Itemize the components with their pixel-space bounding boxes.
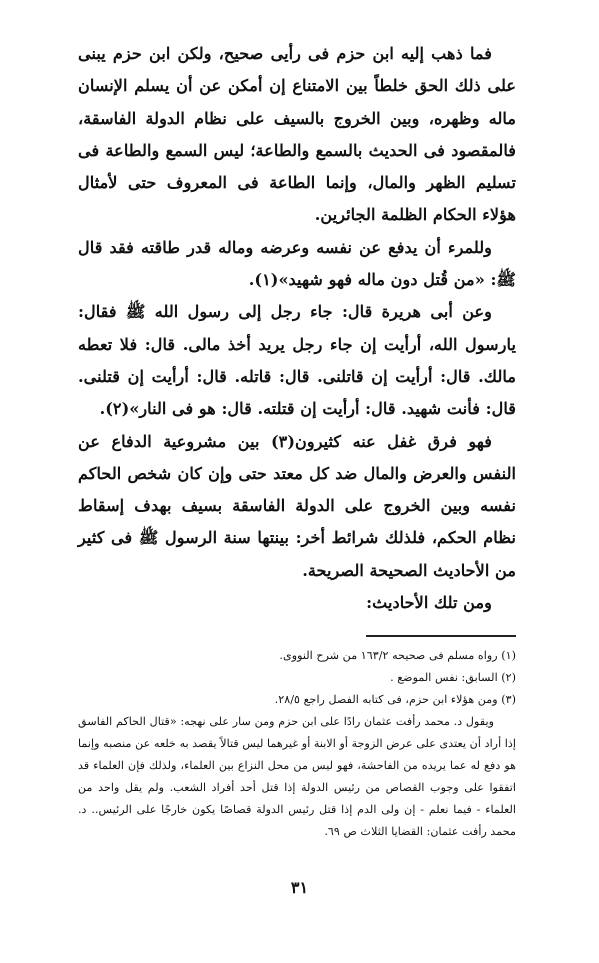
page-number: ٣١: [290, 878, 309, 897]
paragraph-2: وللمرء أن يدفع عن نفسه وعرضه وماله قدر طاقته فقد قال ﷺ: «من قُتل دون ماله فهو شهيد»(١).: [78, 237, 516, 290]
footnote-3-continuation: ويقول د. محمد رأفت عثمان رادًا على ابن حزم ومن سار على نهجه: «قتال الحاكم الفاسق إذا أراد أن يعتدى على عرض الزوجة أو الابنة أو غيرهما ليس قتالاً يقصد به خلعه عن منصبه وإنما هو دفع له عما يريده من الفاحشة، فهو ليس من محل النزاع بين العلماء، ولذلك فإن العلماء قد اتفقوا على وجوب القصاص من رئيس الدولة إذا قتل أحد أفراد الشعب. ولم يقل واحد من العلماء - فيما نعلم - إن ولى الدم إذا قتل رئيس الدولة قصاصًا يكون خارجًا على الرئيس.. د. محمد رأفت عثمان: القضايا الثلاث ص ٦٩.: [78, 715, 516, 839]
paragraph-3: وعن أبى هريرة قال: جاء رجل إلى رسول الله ﷺ فقال: يارسول الله، أرأيت إن جاء رجل يريد أخذ مالى. قال: فلا تعطه مالك. قال: أرأيت إن قاتلنى. قال: قاتله. قال: أرأيت إن قتلنى. قال: فأنت شهيد. قال: أرأيت إن قتلته. قال: هو فى النار»(٢).: [78, 302, 516, 419]
main-text: [78, 38, 516, 619]
footnote-2: (٢) السابق: نفس الموضع .: [390, 671, 516, 685]
footnotes: [78, 645, 516, 843]
paragraph-1: فما ذهب إليه ابن حزم فى رأيى صحيح، ولكن ابن حزم يبنى على ذلك الحق خلطاً بين الامتناع إن أمكن عن أن يسلم الإنسان ماله وظهره، وبين الخروج بالسيف على نظام الدولة الفاسقة، فالمقصود فى الحديث بالسمع والطاعة؛ ليس السمع والطاعة فى تسليم الظهر والمال، وإنما الطاعة فى المعروف حتى لأمثال هؤلاء الحكام الظلمة الجائرين.: [78, 44, 516, 225]
footnote-3: (٣) ومن هؤلاء ابن حزم، فى كتابه الفصل راجع ٢٨/٥.: [274, 693, 516, 707]
footnote-1: (١) رواه مسلم فى صحيحه ١٦٣/٢ من شرح النووى.: [279, 649, 516, 663]
footnote-divider: [366, 635, 516, 637]
paragraph-4: فهو فرق غفل عنه كثيرون(٣) بين مشروعية الدفاع عن النفس والعرض والمال ضد كل معتد حتى وإن كان شخص الحاكم نفسه وبين الخروج على الدولة الفاسقة بسيف بهدف إسقاط نظام الحكم، فلذلك شرائط أخر: بينتها سنة الرسول ﷺ فى كثير من الأحاديث الصحيحة الصريحة.: [78, 431, 516, 580]
paragraph-5: ومن تلك الأحاديث:: [366, 593, 492, 613]
book-page: [78, 38, 516, 843]
